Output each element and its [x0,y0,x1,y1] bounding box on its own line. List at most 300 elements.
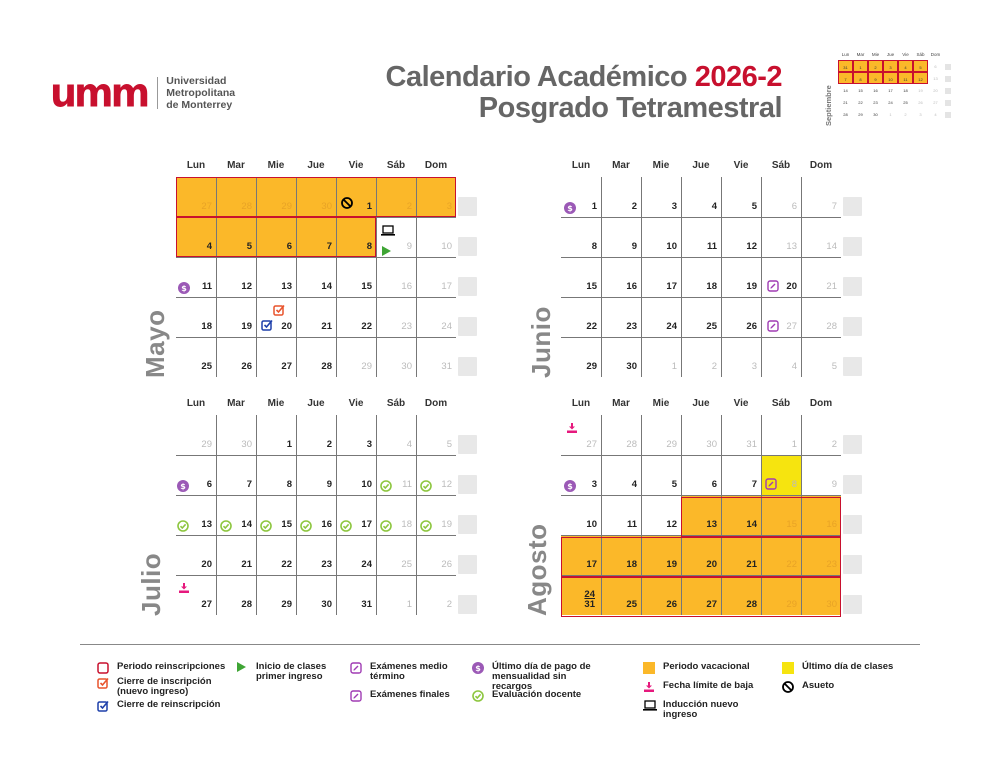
row-marker [843,317,862,336]
day-number: 25 [201,361,212,372]
day-cell[interactable] [216,575,256,615]
day-number: 13 [281,281,292,292]
day-number: 17 [666,281,677,292]
day-cell[interactable] [336,575,376,615]
grid-line [721,177,722,377]
day-cell[interactable] [561,297,601,337]
grid-line [296,415,297,615]
row-marker [843,475,862,494]
day-cell[interactable] [376,415,416,455]
day-cell[interactable] [761,415,801,455]
day-cell[interactable] [416,337,456,377]
day-cell[interactable] [296,455,336,495]
weekday-header: Lun [571,160,591,171]
day-cell[interactable] [641,455,681,495]
day-cell[interactable] [641,297,681,337]
grid-line [416,415,417,615]
day-number: 24 31 [584,589,595,610]
day-cell[interactable] [601,217,641,257]
legend-label: Cierre de inscripción (nuevo ingreso) [117,676,212,697]
row-marker [843,435,862,454]
day-number: 9 [831,479,837,490]
weekday-header: Dom [424,398,448,409]
mini-day: 11 [898,72,913,84]
day-cell[interactable] [601,495,641,535]
day-cell[interactable] [376,297,416,337]
legend-item [350,662,450,682]
day-cell[interactable] [296,535,336,575]
day-cell[interactable] [721,257,761,297]
day-cell[interactable] [216,455,256,495]
day-cell[interactable] [761,177,801,217]
day-number: 22 [786,559,797,570]
logo-divider [157,77,158,109]
mini-day: 25 [903,100,908,105]
day-cell[interactable] [376,257,416,297]
day-cell[interactable] [336,455,376,495]
legend-label: Periodo reinscripciones [117,661,226,672]
day-cell[interactable] [761,217,801,257]
day-cell[interactable] [176,337,216,377]
day-number: 9 [631,241,637,252]
vacation-outline [176,177,456,217]
legend-item [782,681,882,695]
svg-text:$: $ [567,204,573,213]
day-cell[interactable] [761,337,801,377]
day-number: 12 [746,241,757,252]
day-cell[interactable] [721,337,761,377]
mini-day: 4 [934,112,937,117]
grid-line [681,177,682,377]
grid-line [336,415,337,615]
day-number: 16 [626,281,637,292]
day-number: 25 [401,559,412,570]
day-number: 1 [406,599,412,610]
play-icon [236,662,250,676]
month-label: Agosto [522,523,552,616]
day-number: 11 [402,479,412,490]
grid-line [761,177,762,377]
blue-checkbox-icon [97,700,111,714]
day-number: 21 [826,281,837,292]
day-cell[interactable] [801,257,841,297]
legend-label: Último día de clases [802,661,894,672]
day-cell[interactable] [681,177,721,217]
day-number: 2 [831,439,837,450]
mini-day: 22 [858,100,863,105]
weekday-header: Mie [652,160,670,171]
day-number: 15 [786,519,797,530]
day-cell[interactable] [416,575,456,615]
mini-day: 2 [904,112,907,117]
day-cell[interactable] [176,415,216,455]
mini-weekday: Sáb [916,52,925,57]
dollar-icon [178,281,190,299]
day-number: 3 [591,479,597,490]
weekday-header: Dom [809,398,833,409]
day-cell[interactable] [601,415,641,455]
mini-weekday: Mar [856,52,865,57]
weekday-header: Lun [186,160,206,171]
day-cell[interactable] [416,297,456,337]
row-marker [458,595,477,614]
day-number: 27 [281,361,292,372]
day-cell[interactable] [336,415,376,455]
legend-item [236,662,336,682]
day-cell[interactable] [601,337,641,377]
day-cell[interactable] [681,257,721,297]
day-number: 27 [586,439,597,450]
weekday-header: Vie [348,398,364,409]
day-cell[interactable] [416,217,456,257]
day-cell[interactable] [681,297,721,337]
legend-item [472,662,602,692]
day-cell[interactable] [336,535,376,575]
play-icon [381,243,391,261]
mini-month-label: Septiembre [824,85,833,126]
weekday-header: Mar [612,398,630,409]
day-number: 22 [586,321,597,332]
day-cell[interactable] [801,217,841,257]
day-cell[interactable] [641,217,681,257]
page-title: Calendario Académico 2026-2 Posgrado Tetramestral [300,62,782,124]
weekday-header: Mie [652,398,670,409]
grid-line [561,337,841,338]
day-cell[interactable] [296,337,336,377]
day-number: 17 [361,519,372,530]
mini-row-marker [945,76,951,82]
day-cell[interactable] [801,297,841,337]
day-cell[interactable] [256,535,296,575]
check-circle-icon [220,519,232,537]
day-cell[interactable] [176,535,216,575]
mini-day: 21 [843,100,848,105]
mini-day: 17 [888,88,893,93]
day-number: 19 [666,559,677,570]
row-marker [458,555,477,574]
mini-day: 6 [934,64,937,69]
day-cell[interactable] [721,177,761,217]
day-cell[interactable] [376,337,416,377]
svg-text:$: $ [475,664,481,673]
weekday-header: Mie [267,398,285,409]
day-number: 26 [241,361,252,372]
day-number: 10 [441,241,452,252]
row-marker [843,555,862,574]
day-cell[interactable] [561,217,601,257]
mini-day: 15 [858,88,863,93]
mini-day: 4 [898,60,913,72]
day-number: 7 [246,479,252,490]
day-number: 10 [586,519,597,530]
day-cell[interactable] [641,257,681,297]
day-number: 4 [631,479,637,490]
day-number: 21 [321,321,332,332]
day-number: 4 [406,439,412,450]
mini-day: 20 [933,88,938,93]
mini-day: 31 [838,60,853,72]
logo-mark: umm [50,69,148,117]
day-number: 3 [751,361,757,372]
day-number: 30 [321,201,332,212]
legend-label: Asueto [802,680,835,691]
day-number: 30 [241,439,252,450]
legend-item [472,690,592,704]
day-cell[interactable] [216,415,256,455]
day-cell[interactable] [256,415,296,455]
day-cell[interactable] [296,297,336,337]
grid-line [601,177,602,377]
mini-day: 8 [853,72,868,84]
day-number: 4 [791,361,797,372]
day-cell[interactable] [721,455,761,495]
row-marker [458,317,477,336]
day-number: 28 [321,361,332,372]
day-number: 10 [361,479,372,490]
day-cell[interactable] [601,455,641,495]
row-marker [458,277,477,296]
day-cell[interactable] [296,257,336,297]
check-circle-icon [380,479,392,497]
day-number: 23 [826,559,837,570]
exam-pencil-icon [350,690,364,704]
day-cell[interactable] [801,177,841,217]
legend-item [97,677,217,697]
day-cell[interactable] [561,257,601,297]
day-cell[interactable] [641,177,681,217]
mini-weekday: Jue [886,52,895,57]
dollar-icon [177,479,189,497]
day-number: 15 [361,281,372,292]
day-number: 21 [746,559,757,570]
day-cell[interactable] [641,495,681,535]
day-number: 29 [586,361,597,372]
day-number: 27 [201,599,212,610]
mini-day: 2 [868,60,883,72]
day-cell[interactable] [721,415,761,455]
vacation-outline [176,217,376,257]
weekday-header: Lun [186,398,206,409]
day-number: 5 [446,439,452,450]
mini-day: 3 [883,60,898,72]
day-cell[interactable] [601,297,641,337]
day-cell[interactable] [801,337,841,377]
day-number: 1 [671,361,677,372]
svg-text:$: $ [567,482,573,491]
row-marker [458,515,477,534]
day-cell[interactable] [256,257,296,297]
day-number: 5 [671,479,677,490]
day-number: 4 [711,201,717,212]
day-cell[interactable] [336,337,376,377]
check-circle-icon [420,519,432,537]
day-number: 9 [406,241,412,252]
mini-weekday: Vie [902,52,909,57]
weekday-header: Jue [692,160,710,171]
check-circle-icon [420,479,432,497]
day-number: 3 [366,439,372,450]
day-cell[interactable] [801,415,841,455]
day-number: 23 [626,321,637,332]
exam-pencil-icon [767,319,779,337]
check-circle-icon [300,519,312,537]
day-cell[interactable] [296,575,336,615]
day-number: 2 [631,201,637,212]
day-number: 8 [366,241,372,252]
legend-label: Inicio de clases primer ingreso [256,661,327,682]
day-cell[interactable] [336,297,376,337]
day-cell[interactable] [216,297,256,337]
day-number: 6 [286,241,292,252]
weekday-header: Sáb [386,398,406,409]
no-symbol-icon [782,681,796,695]
check-circle-icon [260,519,272,537]
day-number: 1 [591,201,597,212]
day-number: 30 [321,599,332,610]
grid-line [641,177,642,377]
weekday-header: Dom [424,160,448,171]
day-cell[interactable] [721,217,761,257]
day-cell[interactable] [416,535,456,575]
day-cell[interactable] [721,297,761,337]
day-cell[interactable] [376,575,416,615]
day-cell[interactable] [216,337,256,377]
legend-label: Último día de pago de mensualidad sin recargos [492,661,591,692]
day-cell[interactable] [681,455,721,495]
day-number: 2 [326,439,332,450]
day-cell[interactable] [641,337,681,377]
day-number: 5 [246,241,252,252]
mini-row-marker [945,64,951,70]
day-cell[interactable] [256,575,296,615]
yellow-square-icon [782,662,796,676]
dollar-icon [472,662,486,676]
day-number: 11 [201,281,212,292]
day-cell[interactable] [681,415,721,455]
day-number: 10 [666,241,677,252]
legend-label: Periodo vacacional [663,661,750,672]
exam-pencil-icon [765,477,777,495]
day-cell[interactable] [801,455,841,495]
day-number: 31 [746,439,757,450]
day-number: 25 [706,321,717,332]
laptop-icon [643,700,657,714]
mini-weekday: Mie [871,52,880,57]
day-number: 26 [746,321,757,332]
day-number: 8 [286,479,292,490]
day-number: 21 [241,559,252,570]
day-cell[interactable] [176,297,216,337]
day-cell[interactable] [601,257,641,297]
row-marker [458,357,477,376]
logo-text: Universidad Metropolitana de Monterrey [166,75,236,111]
mini-weekday: Lun [841,52,850,57]
day-number: 27 [201,201,212,212]
day-cell[interactable] [416,257,456,297]
day-cell[interactable] [376,535,416,575]
day-number: 29 [361,361,372,372]
day-number: 17 [441,281,452,292]
day-number: 12 [241,281,252,292]
mini-day: 23 [873,100,878,105]
day-number: 16 [401,281,412,292]
mini-day: 30 [873,112,878,117]
day-cell[interactable] [216,535,256,575]
day-number: 27 [786,321,797,332]
day-number: 16 [321,519,332,530]
title-subtitle: Posgrado Tetramestral [478,92,782,124]
weekday-header: Jue [307,398,325,409]
day-cell[interactable] [601,177,641,217]
legend-label: Inducción nuevo ingreso [663,699,739,720]
day-number: 29 [666,439,677,450]
svg-text:$: $ [180,482,186,491]
day-cell[interactable] [256,337,296,377]
day-number: 28 [241,599,252,610]
day-cell[interactable] [296,415,336,455]
day-cell[interactable] [256,455,296,495]
day-cell[interactable] [336,257,376,297]
day-number: 14 [826,241,837,252]
row-marker [843,357,862,376]
day-cell[interactable] [681,217,721,257]
legend-label: Evaluación docente [492,689,582,700]
day-number: 3 [671,201,677,212]
day-number: 23 [321,559,332,570]
grid-line [176,575,456,576]
day-number: 14 [746,519,757,530]
grid-line [561,257,841,258]
grid-line [801,177,802,377]
row-marker [843,277,862,296]
day-number: 30 [401,361,412,372]
mini-day: 3 [919,112,922,117]
day-cell[interactable] [681,337,721,377]
day-number: 19 [746,281,757,292]
dollar-icon [564,479,576,497]
blue-checkbox-icon [261,318,273,336]
mini-day: 27 [933,100,938,105]
day-number: 2 [446,599,452,610]
exam-pencil-icon [767,279,779,297]
day-number: 24 [666,321,677,332]
day-number: 1 [286,439,292,450]
orange-checkbox-icon [273,303,285,321]
grid-line [176,297,456,298]
month-label: Julio [136,552,166,616]
day-number: 28 [826,321,837,332]
legend-item [643,662,763,676]
exam-pencil-icon [350,662,364,676]
day-cell[interactable] [561,337,601,377]
day-number: 5 [751,201,757,212]
grid-line [176,257,456,258]
day-number: 26 [441,559,452,570]
day-number: 28 [746,599,757,610]
day-cell[interactable] [561,495,601,535]
day-cell[interactable] [641,415,681,455]
day-number: 3 [446,201,452,212]
mini-day: 19 [918,88,923,93]
mini-day: 24 [888,100,893,105]
legend-divider [80,644,920,645]
day-cell[interactable] [416,415,456,455]
row-marker [843,197,862,216]
day-number: 26 [666,599,677,610]
weekday-header: Sáb [386,160,406,171]
day-cell[interactable] [216,257,256,297]
row-marker [843,515,862,534]
